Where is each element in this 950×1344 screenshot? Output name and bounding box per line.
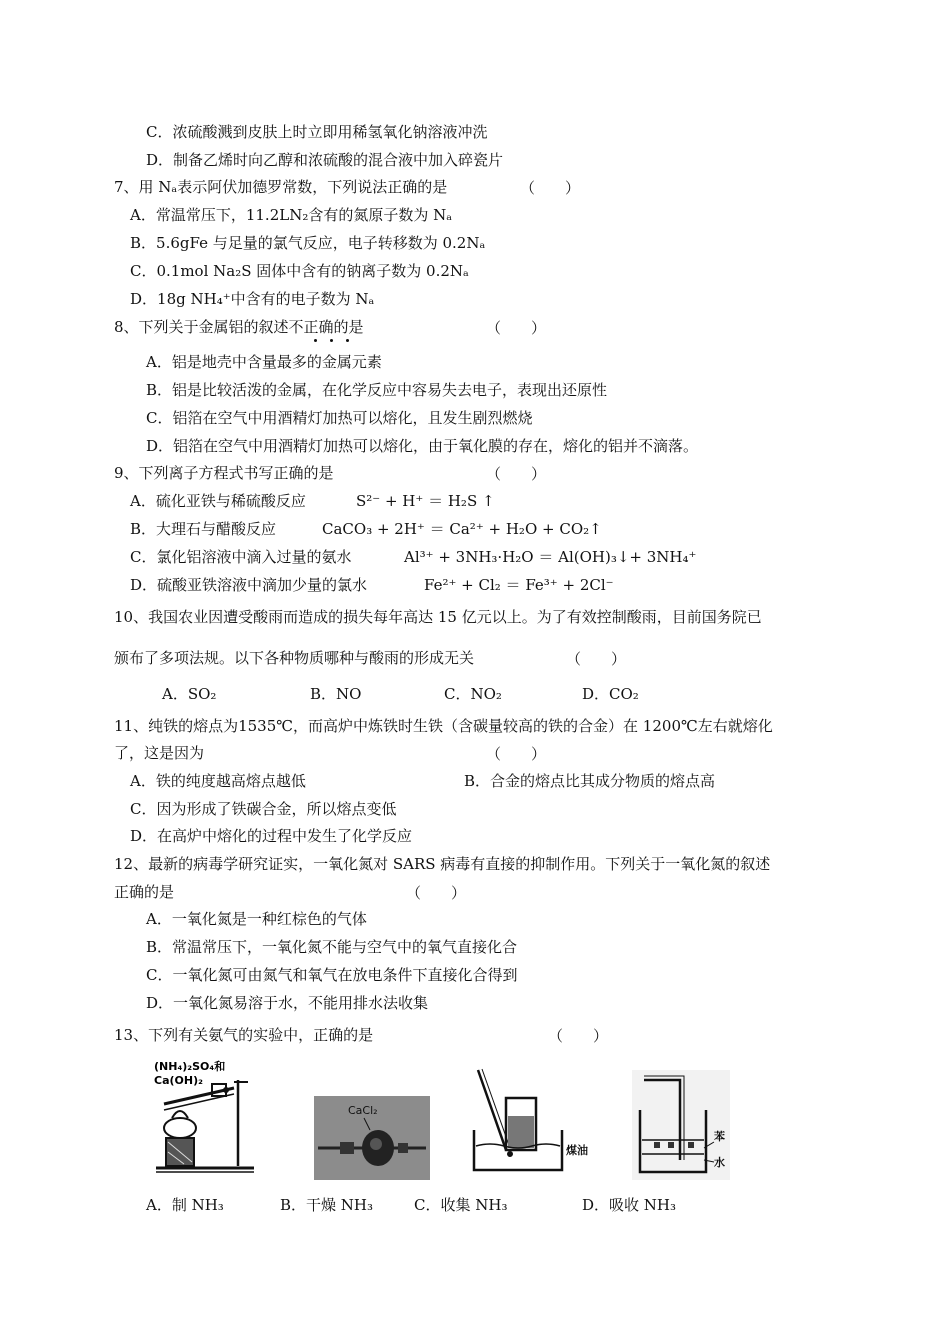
q9-answer-blank: （ ） — [486, 465, 547, 483]
q8-option-a: A．铝是地壳中含量最多的金属元素 — [146, 353, 382, 371]
q11-answer-blank: （ ） — [486, 745, 547, 763]
q12-answer-blank: （ ） — [406, 884, 467, 902]
q12-option-d: D．一氧化氮易溶于水，不能用排水法收集 — [146, 994, 429, 1012]
emphasis-dot — [314, 339, 317, 342]
q9-option-c-label: C．氯化铝溶液中滴入过量的氨水 — [130, 548, 352, 566]
q7-option-a: A．常温常压下，11.2LN₂含有的氮原子数为 Nₐ — [130, 206, 453, 224]
q12-stem-line1: 12、最新的病毒学研究证实，一氧化氮对 SARS 病毒有直接的抑制作用。下列关于一氧化氮的叙述 — [114, 855, 771, 873]
emphasis-dot — [330, 339, 333, 342]
q12-stem-line2: 正确的是 — [114, 883, 175, 901]
q13-stem: 13、下列有关氨气的实验中，正确的是 — [114, 1026, 374, 1044]
q11-option-b: B．合金的熔点比其成分物质的熔点高 — [464, 772, 716, 790]
q8-stem: 8、下列关于金属铝的叙述不正确的是 — [114, 318, 364, 336]
q7-option-b: B．5.6gFe 与足量的氯气反应，电子转移数为 0.2Nₐ — [130, 234, 486, 252]
q12-option-c: C．一氧化氮可由氮气和氧气在放电条件下直接化合得到 — [146, 966, 518, 984]
figure-a-reagent-label-2: Ca(OH)₂ — [154, 1074, 203, 1087]
figure-c-gas-collection — [470, 1064, 590, 1180]
q13-option-c: C．收集 NH₃ — [414, 1196, 508, 1214]
q11-option-c: C．因为形成了铁碳合金，所以熔点变低 — [130, 800, 397, 818]
q10-option-d: D．CO₂ — [582, 685, 639, 703]
q10-stem-line2: 颁布了多项法规。以下各种物质哪种与酸雨的形成无关 — [114, 649, 475, 667]
q11-stem-line2: 了，这是因为 — [114, 744, 205, 762]
q11-option-a: A．铁的纯度越高熔点越低 — [130, 772, 306, 790]
q12-option-b: B．常温常压下，一氧化氮不能与空气中的氧气直接化合 — [146, 938, 518, 956]
figure-d-gas-absorption — [632, 1070, 730, 1180]
q12-option-a: A．一氧化氮是一种红棕色的气体 — [146, 910, 367, 928]
q7-answer-blank: （ ） — [520, 179, 581, 197]
q7-option-c: C．0.1mol Na₂S 固体中含有的钠离子数为 0.2Nₐ — [130, 262, 469, 280]
q9-option-b-label: B．大理石与醋酸反应 — [130, 520, 277, 538]
figure-c-liquid-label: 煤油 — [566, 1144, 588, 1157]
q11-stem-line1: 11、纯铁的熔点为1535℃，而高炉中炼铁时生铁（含碳量较高的铁的合金）在 1200℃左右就熔化 — [114, 717, 773, 735]
q11-option-d: D．在高炉中熔化的过程中发生了化学反应 — [130, 827, 413, 845]
q8-option-d: D．铝箔在空气中用酒精灯加热可以熔化，由于氧化膜的存在，熔化的铝并不滴落。 — [146, 437, 699, 455]
q13-option-b: B．干燥 NH₃ — [280, 1196, 374, 1214]
figure-b-reagent-label: CaCl₂ — [348, 1104, 378, 1117]
q8-option-b: B．铝是比较活泼的金属，在化学反应中容易失去电子，表现出还原性 — [146, 381, 608, 399]
figure-d-lower-layer-label: 水 — [714, 1156, 725, 1169]
emphasis-dot — [346, 339, 349, 342]
q6-option-c: C．浓硫酸溅到皮肤上时立即用稀氢氧化钠溶液冲洗 — [146, 123, 488, 141]
q6-option-d: D．制备乙烯时向乙醇和浓硫酸的混合液中加入碎瓷片 — [146, 151, 504, 169]
q13-option-d: D．吸收 NH₃ — [582, 1196, 677, 1214]
q10-option-b: B．NO — [310, 685, 362, 703]
q10-stem-line1: 10、我国农业因遭受酸雨而造成的损失每年高达 15 亿元以上。为了有效控制酸雨，目前国务院已 — [114, 608, 762, 626]
q10-option-a: A．SO₂ — [162, 685, 217, 703]
q10-option-c: C．NO₂ — [444, 685, 502, 703]
q9-option-c-equation: Al³⁺ + 3NH₃·H₂O ＝ Al(OH)₃↓+ 3NH₄⁺ — [404, 548, 697, 566]
q9-option-d-label: D．硫酸亚铁溶液中滴加少量的氯水 — [130, 576, 368, 594]
q9-option-a-equation: S²⁻ + H⁺ ＝ H₂S ↑ — [356, 492, 495, 510]
figure-a-reagent-label-1: (NH₄)₂SO₄和 — [154, 1060, 226, 1073]
q13-option-a: A．制 NH₃ — [146, 1196, 224, 1214]
q10-answer-blank: （ ） — [566, 650, 627, 668]
q7-stem: 7、用 Nₐ表示阿伏加德罗常数，下列说法正确的是 — [114, 178, 448, 196]
q9-stem: 9、下列离子方程式书写正确的是 — [114, 464, 334, 482]
figure-b-drying-tube — [314, 1096, 430, 1180]
q8-answer-blank: （ ） — [486, 319, 547, 337]
q13-answer-blank: （ ） — [548, 1027, 609, 1045]
q9-option-b-equation: CaCO₃ + 2H⁺ ＝ Ca²⁺ + H₂O + CO₂↑ — [322, 520, 602, 538]
q9-option-a-label: A．硫化亚铁与稀硫酸反应 — [130, 492, 306, 510]
figure-a-heating-apparatus — [150, 1058, 260, 1178]
q7-option-d: D．18g NH₄⁺中含有的电子数为 Nₐ — [130, 290, 375, 308]
q8-option-c: C．铝箔在空气中用酒精灯加热可以熔化，且发生剧烈燃烧 — [146, 409, 533, 427]
q9-option-d-equation: Fe²⁺ + Cl₂ ＝ Fe³⁺ + 2Cl⁻ — [424, 576, 614, 594]
figure-d-upper-layer-label: 苯 — [714, 1130, 725, 1143]
